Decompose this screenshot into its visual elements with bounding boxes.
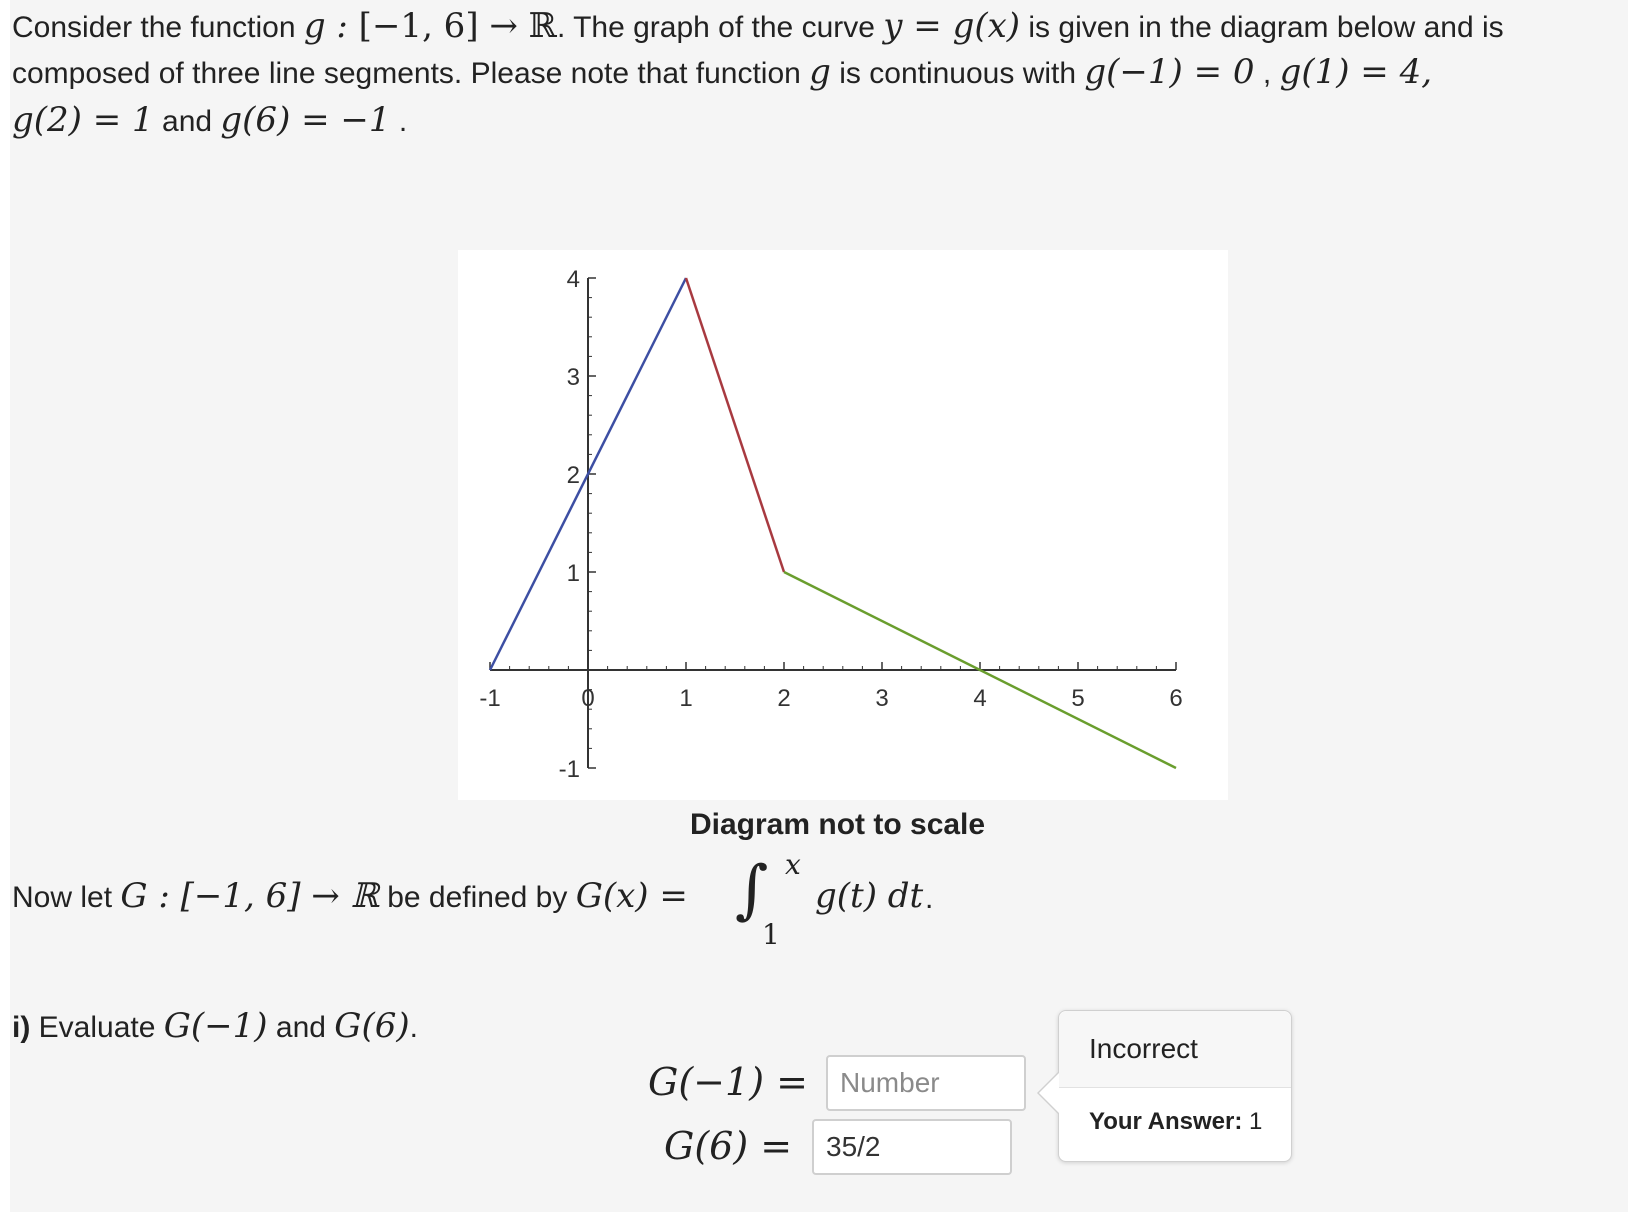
integrand: g(t) dt	[815, 876, 924, 916]
intro-text: is continuous with	[830, 57, 1085, 90]
x-tick-label: 1	[679, 685, 693, 712]
math-g: g :	[303, 6, 348, 46]
your-answer-value: 1	[1242, 1108, 1263, 1135]
y-tick-label: -1	[558, 756, 580, 783]
integral-sign: ∫	[735, 853, 769, 927]
math-g-6: g(6) = −1	[220, 100, 391, 140]
y-tick-label: 4	[566, 266, 580, 293]
intro-text: . The graph of the curve	[556, 11, 884, 44]
x-tick-label: -1	[479, 685, 501, 712]
y-tick-label: 3	[566, 364, 580, 391]
math-g-minus-1: g(−1) = 0	[1084, 52, 1255, 92]
g-6-label: G(6) =	[664, 1124, 793, 1168]
x-tick-label: 0	[581, 685, 595, 712]
x-tick-label: 3	[875, 685, 889, 712]
feedback-status: Incorrect	[1059, 1011, 1291, 1088]
definition-line	[12, 872, 688, 922]
g-minus-1-input[interactable]	[826, 1055, 1026, 1111]
definition-text: Now let	[12, 881, 121, 914]
g-6-input[interactable]	[812, 1119, 1012, 1175]
math-Gx: G(x) =	[575, 876, 688, 916]
math-y-eq-gx: y = g(x)	[883, 6, 1021, 46]
graph-figure	[458, 250, 1228, 800]
x-tick-label: 4	[973, 685, 987, 712]
intro-text: is given in the diagram below and is	[1020, 11, 1504, 44]
math-G-map: G : [−1, 6] → ℝ	[120, 876, 379, 916]
intro-text: .	[390, 105, 408, 138]
integral-lower-limit: 1	[762, 918, 780, 951]
definition-period: .	[925, 882, 934, 915]
math-g: g	[809, 52, 831, 92]
integral-upper-limit: x	[785, 848, 801, 881]
question-line	[12, 1002, 418, 1052]
y-tick-label: 2	[566, 462, 580, 489]
question-text: Evaluate	[30, 1011, 164, 1044]
question-number: i)	[12, 1011, 31, 1044]
x-tick-label: 5	[1071, 685, 1085, 712]
math-g-1: g(1) = 4,	[1279, 52, 1433, 92]
intro-text: and	[153, 105, 221, 138]
diagram-caption: Diagram not to scale	[690, 808, 986, 841]
feedback-popover	[1058, 1010, 1292, 1162]
g-minus-1-label: G(−1) =	[648, 1060, 808, 1104]
math-domain: [−1, 6] → ℝ	[347, 6, 557, 46]
intro-line-3	[12, 96, 407, 146]
intro-text: ,	[1254, 57, 1280, 90]
x-tick-label: 2	[777, 685, 791, 712]
math-g-2: g(2) = 1	[12, 100, 154, 140]
feedback-your-answer	[1059, 1088, 1291, 1136]
math-G-minus-1: G(−1)	[163, 1006, 268, 1046]
definition-text: be defined by	[378, 881, 576, 914]
your-answer-label: Your Answer:	[1089, 1108, 1243, 1135]
math-G-6: G(6)	[334, 1006, 410, 1046]
intro-line-1	[12, 2, 1504, 52]
question-text: and	[267, 1011, 335, 1044]
x-tick-label: 6	[1169, 685, 1183, 712]
question-text: .	[409, 1011, 418, 1044]
popover-arrow-inner	[1039, 1073, 1059, 1113]
intro-text: composed of three line segments. Please note that function	[12, 57, 810, 90]
series-line-2	[686, 278, 784, 572]
graph-svg	[458, 250, 1228, 800]
intro-line-2	[12, 48, 1432, 98]
intro-text: Consider the function	[12, 11, 304, 44]
y-tick-label: 1	[566, 560, 580, 587]
